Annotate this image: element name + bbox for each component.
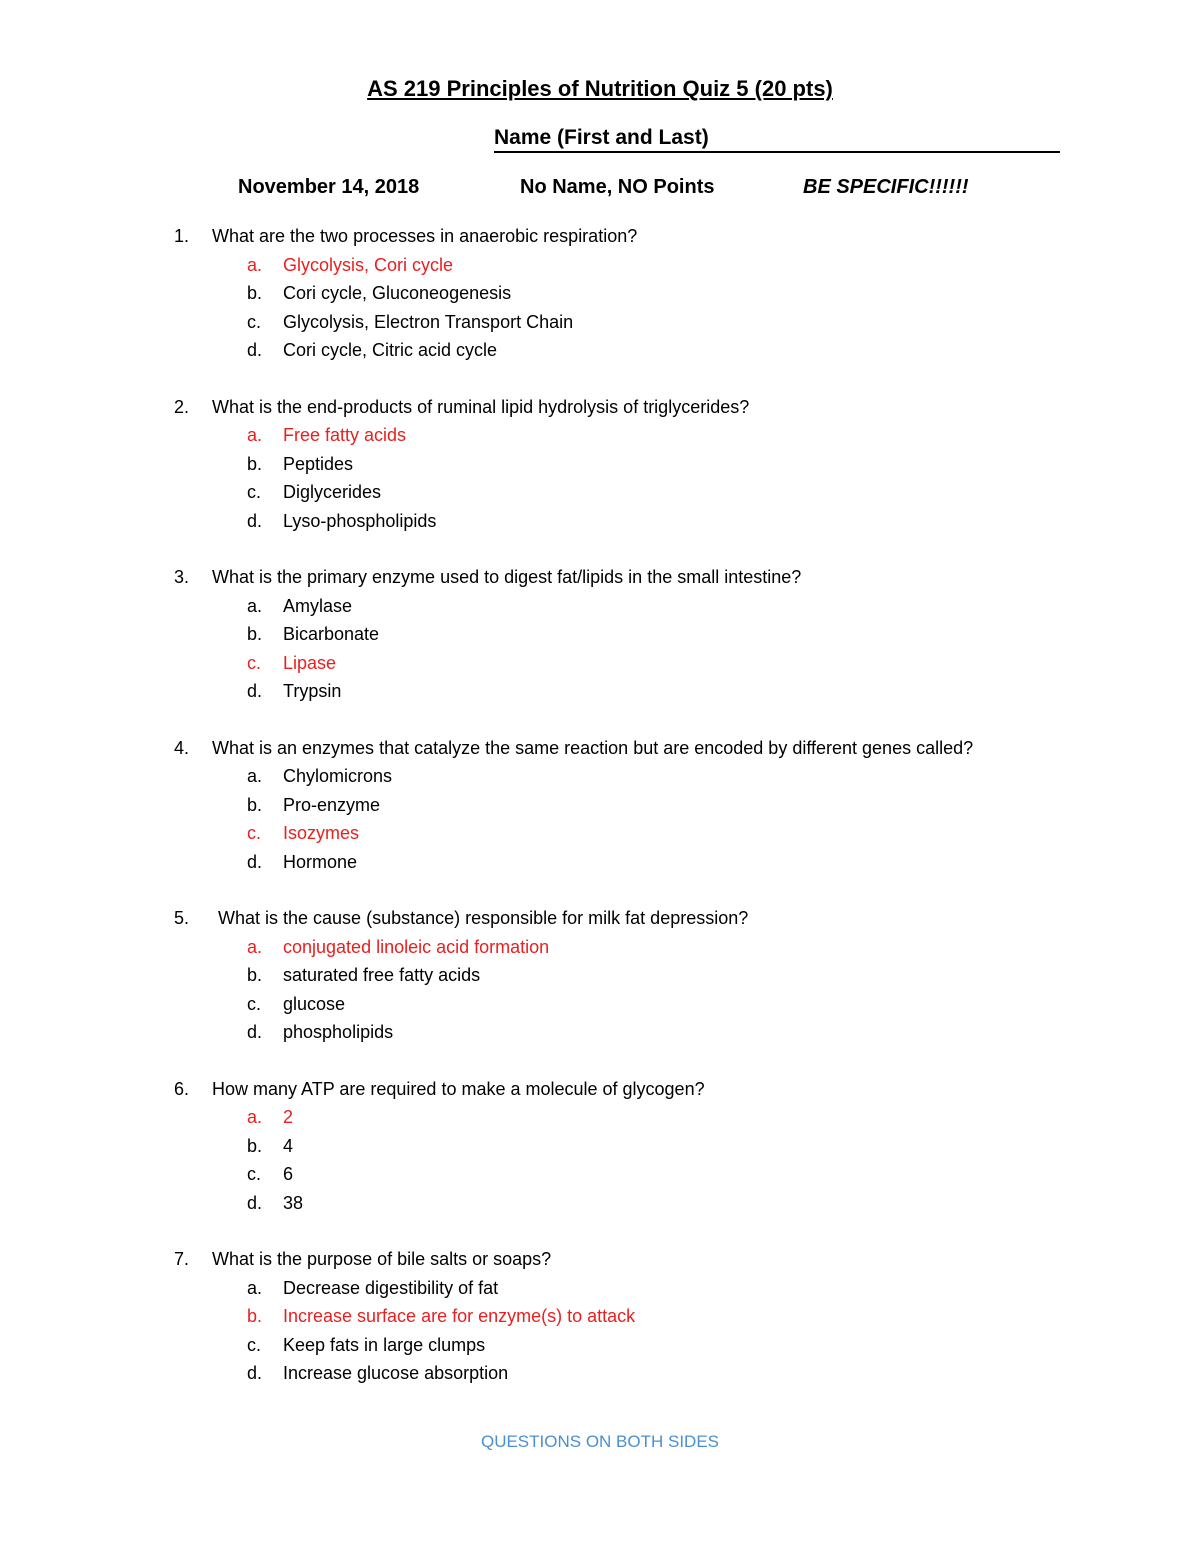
option-letter: b. [247,1135,263,1156]
option-item [0,308,1200,337]
option-item [0,677,1200,706]
option-text: Lipase [283,652,337,673]
option-item [0,421,1200,450]
option-text: Chylomicrons [283,766,393,786]
info-row [0,176,1200,206]
option-text: Bicarbonate [283,624,380,644]
no-name-notice: No Name, NO Points [520,176,715,198]
option-letter: c. [247,993,262,1014]
option-item [0,336,1200,365]
option-text: Cori cycle, Citric acid cycle [283,340,498,360]
option-letter: c. [247,823,262,843]
option-letter: d. [247,510,263,531]
option-text: glucose [283,993,346,1014]
option-letter: b. [247,794,263,815]
option-letter: d. [247,1022,263,1042]
question-text: What is an enzymes that catalyze the same reaction but are encoded by different genes called? [212,737,974,758]
option-text: Diglycerides [283,482,382,502]
option-letter: a. [247,425,263,445]
option-letter: b. [247,283,263,303]
option-item [0,1160,1200,1189]
option-text: Amylase [283,595,353,616]
option-text: Keep fats in large clumps [283,1334,486,1355]
question-3 [0,563,1200,706]
option-letter: d. [247,1192,263,1213]
option-letter: a. [247,254,263,275]
question-4 [0,734,1200,877]
question-number: 3. [174,567,190,587]
option-item [0,762,1200,791]
option-letter: d. [247,681,263,701]
quiz-title: AS 219 Principles of Nutrition Quiz 5 (20 pts) [367,76,833,101]
option-item [0,848,1200,877]
be-specific-notice: BE SPECIFIC!!!!!! [803,176,969,198]
question-7 [0,1245,1200,1388]
option-text: Glycolysis, Cori cycle [283,254,454,275]
option-item [0,819,1200,848]
option-letter: b. [247,965,263,985]
option-text: 4 [283,1135,294,1156]
option-item [0,279,1200,308]
option-text: 38 [283,1192,304,1213]
question-5 [0,904,1200,1047]
option-item [0,1302,1200,1331]
option-text: Free fatty acids [283,425,407,445]
question-number: 4. [174,737,190,758]
footer-note: QUESTIONS ON BOTH SIDES [480,1432,720,1451]
option-text: saturated free fatty acids [283,965,481,985]
option-item [0,1103,1200,1132]
option-item [0,990,1200,1019]
option-letter: a. [247,1277,263,1298]
option-letter: d. [247,1363,263,1383]
option-item [0,1331,1200,1360]
question-2 [0,393,1200,536]
option-item [0,592,1200,621]
option-item [0,507,1200,536]
option-letter: c. [247,652,262,673]
option-text: 2 [283,1107,294,1127]
option-letter: b. [247,453,263,474]
option-item [0,1359,1200,1388]
option-letter: b. [247,1306,263,1326]
option-text: 6 [283,1164,294,1184]
option-text: Isozymes [283,823,360,843]
option-text: conjugated linoleic acid formation [283,936,550,957]
option-letter: a. [247,766,263,786]
option-text: Decrease digestibility of fat [283,1277,499,1298]
option-text: phospholipids [283,1022,394,1042]
question-6 [0,1075,1200,1218]
option-letter: d. [247,851,263,872]
quiz-date: November 14, 2018 [238,176,420,198]
question-list [0,222,1200,1416]
question-number: 1. [174,226,190,246]
option-item [0,450,1200,479]
option-letter: a. [247,936,263,957]
option-letter: a. [247,595,263,616]
option-text: Hormone [283,851,358,872]
question-text: What is the primary enzyme used to digest fat/lipids in the small intestine? [212,567,802,587]
question-number: 5. [174,908,190,928]
option-item [0,251,1200,280]
option-letter: c. [247,311,262,332]
question-text: What are the two processes in anaerobic respiration? [212,226,638,246]
option-text: Increase surface are for enzyme(s) to attack [283,1306,636,1326]
question-text: How many ATP are required to make a molecule of glycogen? [212,1078,705,1099]
option-item [0,1189,1200,1218]
question-number: 7. [174,1249,190,1269]
question-text: What is the purpose of bile salts or soaps? [212,1249,552,1269]
option-letter: d. [247,340,263,360]
option-item [0,620,1200,649]
option-item [0,933,1200,962]
option-letter: c. [247,482,262,502]
option-item [0,961,1200,990]
name-field-label: Name (First and Last) [494,126,1060,153]
question-text: What is the end-products of ruminal lipid hydrolysis of triglycerides? [212,396,750,417]
option-text: Glycolysis, Electron Transport Chain [283,311,574,332]
question-1 [0,222,1200,365]
question-text: What is the cause (substance) responsible for milk fat depression? [218,908,749,928]
option-letter: c. [247,1334,262,1355]
option-text: Lyso-phospholipids [283,510,437,531]
option-item [0,649,1200,678]
option-letter: a. [247,1107,263,1127]
option-text: Increase glucose absorption [283,1363,509,1383]
option-letter: b. [247,624,263,644]
option-item [0,791,1200,820]
option-letter: c. [247,1164,262,1184]
option-item [0,1132,1200,1161]
option-text: Trypsin [283,681,342,701]
option-item [0,478,1200,507]
option-text: Pro-enzyme [283,794,381,815]
option-text: Cori cycle, Gluconeogenesis [283,283,512,303]
option-item [0,1274,1200,1303]
option-item [0,1018,1200,1047]
option-text: Peptides [283,453,354,474]
question-number: 6. [174,1078,190,1099]
question-number: 2. [174,396,190,417]
